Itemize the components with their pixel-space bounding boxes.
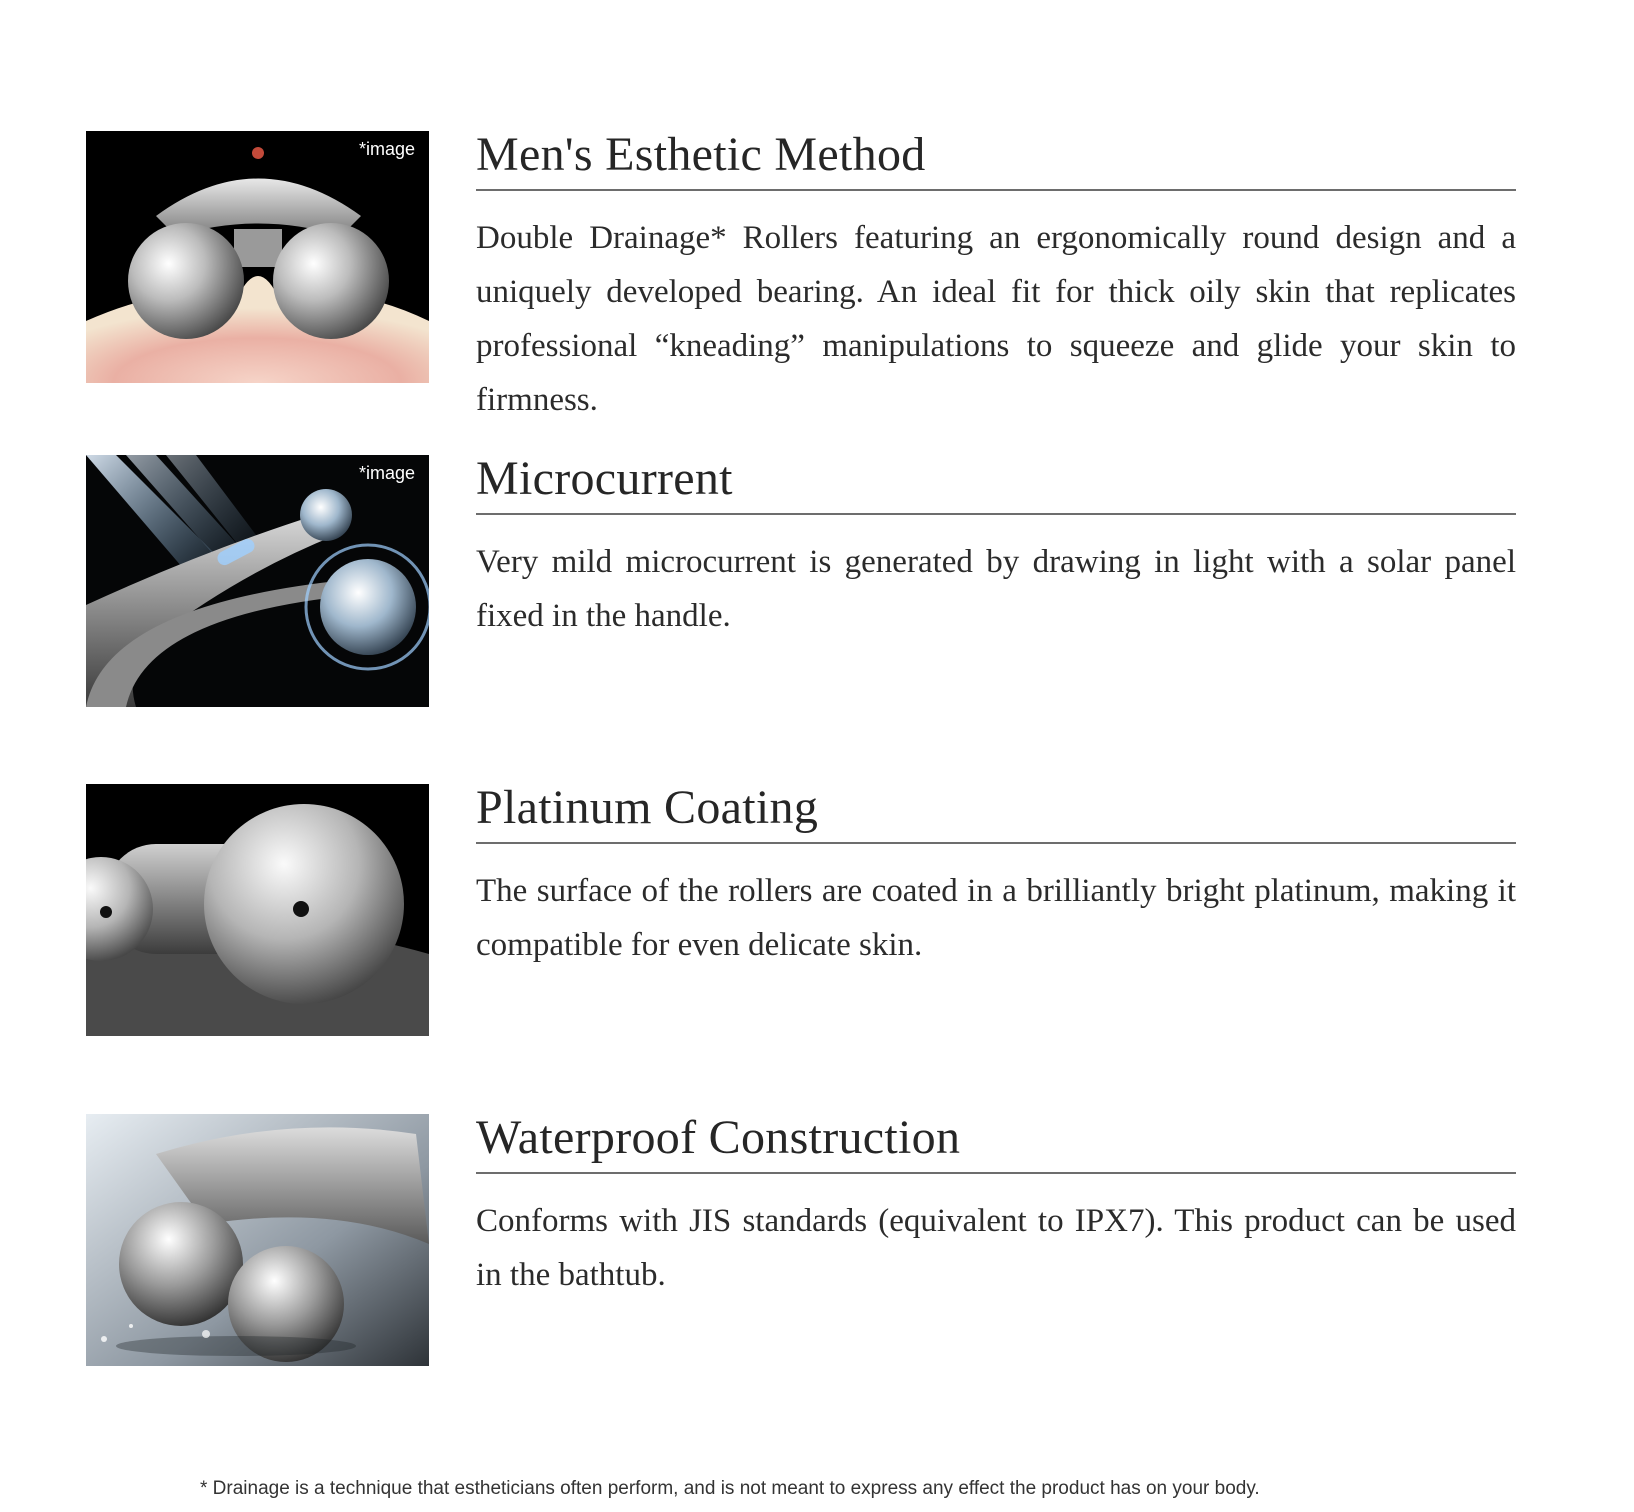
- feature-title: Platinum Coating: [476, 784, 1516, 844]
- roller-on-skin-image: [86, 131, 429, 383]
- feature-text: [476, 1111, 1516, 1302]
- feature-platinum-coating: [86, 781, 1516, 1036]
- drainage-footnote: * Drainage is a technique that estheticians often perform, and is not meant to express any effect the product has on your body.: [200, 1478, 1260, 1499]
- feature-mens-esthetic-method: [86, 128, 1516, 418]
- feature-title: Waterproof Construction: [476, 1114, 1516, 1174]
- solar-handle-illustration: [86, 455, 429, 707]
- feature-text: [476, 128, 1516, 427]
- feature-description: Double Drainage* Rollers featuring an ergonomically round design and a uniquely developed bearing. An ideal fit for thick oily skin that replicates professional “kneading” manipulations to squeeze and glide your skin to firmness.: [476, 220, 1516, 418]
- image-caption-tag: *image: [358, 463, 415, 483]
- feature-text: [476, 452, 1516, 643]
- feature-title: Men's Esthetic Method: [476, 131, 1516, 191]
- waterproof-rollers-image: [86, 1114, 429, 1366]
- platinum-rollers-image: [86, 784, 429, 1036]
- waterproof-rollers-illustration: [86, 1114, 429, 1366]
- solar-handle-image: [86, 455, 429, 707]
- feature-text: [476, 781, 1516, 972]
- feature-description: Very mild microcurrent is generated by drawing in light with a solar panel fixed in the handle.: [476, 544, 1516, 634]
- feature-waterproof-construction: [86, 1111, 1516, 1366]
- feature-microcurrent: [86, 452, 1516, 707]
- feature-title: Microcurrent: [476, 455, 1516, 515]
- roller-on-skin-illustration: [86, 131, 429, 383]
- feature-description: Conforms with JIS standards (equivalent to IPX7). This product can be used in the bathtub.: [476, 1203, 1516, 1293]
- platinum-rollers-illustration: [86, 784, 429, 1036]
- image-caption-tag: *image: [358, 139, 415, 159]
- feature-description: The surface of the rollers are coated in a brilliantly bright platinum, making it compatible for even delicate skin.: [476, 873, 1516, 963]
